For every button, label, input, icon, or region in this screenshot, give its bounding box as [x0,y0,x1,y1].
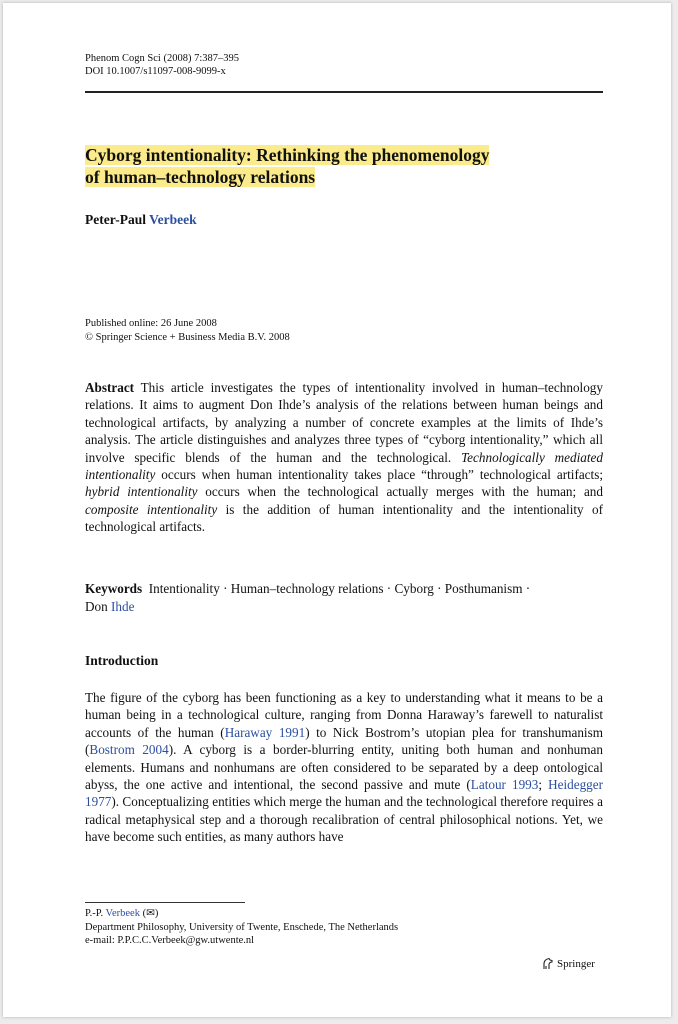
publication-info [85,317,603,345]
intro-text-4: ; [538,777,549,793]
keywords [85,580,603,616]
ref-latour-link[interactable]: Latour 1993 [470,777,539,793]
published-date: Published online: 26 June 2008 [85,318,217,329]
author-first: Peter-Paul [85,212,146,227]
footnote-rule [85,902,245,903]
copyright: © Springer Science + Business Media B.V. 2008 [85,332,290,343]
ref-heidegger-link[interactable]: Heidegger 1977 [85,777,604,810]
abstract-term-2: hybrid intentionality [85,484,198,500]
title-line-1: Cyborg intentionality: Rethinking the phenomenology [85,145,490,165]
introduction-paragraph [85,689,603,846]
keywords-label: Keywords [85,581,143,596]
keywords-list: Intentionality · Human–technology relations · Cyborg · Posthumanism · [148,581,531,596]
title-line-2: of human–technology relations [85,167,316,187]
springer-horse-icon [541,957,554,970]
journal-header [85,52,603,78]
keyword-don: Don [85,599,108,614]
abstract-text-4: is the addition of human intentionality and the intentionality of technological artifacts. [85,501,604,535]
keyword-ihde-link[interactable]: Ihde [111,599,135,614]
article-title [85,144,603,188]
header-rule [85,91,603,93]
doi[interactable]: DOI 10.1007/s11097-008-9099-x [85,66,226,77]
intro-text-5: ). Conceptualizing entities which merge the human and the technological therefore requires a radical metaphysical step and a thorough recalibration of central philosophical notions. Yet, we have become such entities, as many authors have [85,794,603,845]
footnote-initials: P.-P. [85,908,104,919]
footnote-email: e-mail: P.P.C.C.Verbeek@gw.utwente.nl [85,935,255,946]
abstract-label: Abstract [85,380,135,395]
abstract-text-2: occurs when human intentionality takes place “through” technological artifacts; [161,467,604,483]
abstract [85,379,603,536]
intro-text-1: The figure of the cyborg has been functioning as a key to understanding what it means to be a human being in a technological culture, ranging from Donna Haraway’s farewell to naturalist accounts of the human ( [85,690,603,740]
section-heading-introduction: Introduction [85,653,159,668]
intro-text-3: ). A cyborg is a border-blurring entity, uniting both human and nonhuman elements. Humans and nonhumans are often considered to be separated by a deep ontological abyss, the one active and intentional, the second passive and mute ( [85,742,603,793]
footnote-author-link[interactable]: Verbeek [105,908,140,919]
abstract-term-3: composite intentionality [85,501,218,517]
author-footnote [85,907,603,948]
mail-icon: (✉) [142,908,159,919]
publisher-logo [541,957,595,970]
ref-bostrom-link[interactable]: Bostrom 2004 [89,742,169,758]
intro-text-2: ) to Nick Bostrom’s utopian plea for transhumanism ( [85,724,603,758]
paper-page [3,3,671,1017]
journal-citation: Phenom Cogn Sci (2008) 7:387–395 [85,53,239,64]
abstract-term-1: Technologically mediated intentionality [85,449,603,483]
ref-haraway-link[interactable]: Haraway 1991 [224,724,306,740]
footnote-department: Department Philosophy, University of Twente, Enschede, The Netherlands [85,921,399,933]
springer-wordmark: Springer [557,957,595,970]
footnote-name-line [85,907,603,921]
abstract-text-3: occurs when the technological actually merges with the human; and [205,484,603,500]
author-name [85,212,603,228]
author-last-link[interactable]: Verbeek [149,212,197,227]
abstract-text-1: This article investigates the types of intentionality involved in human–technology relations. It aims to augment Don Ihde’s analysis of the relations between human beings and technological artifacts, by analyzing a number of concrete examples at the limits of Ihde’s analysis. The article distinguishes and analyzes three types of “cyborg intentionality,” which all involve specific blends of the human and the technological. [85,380,603,465]
